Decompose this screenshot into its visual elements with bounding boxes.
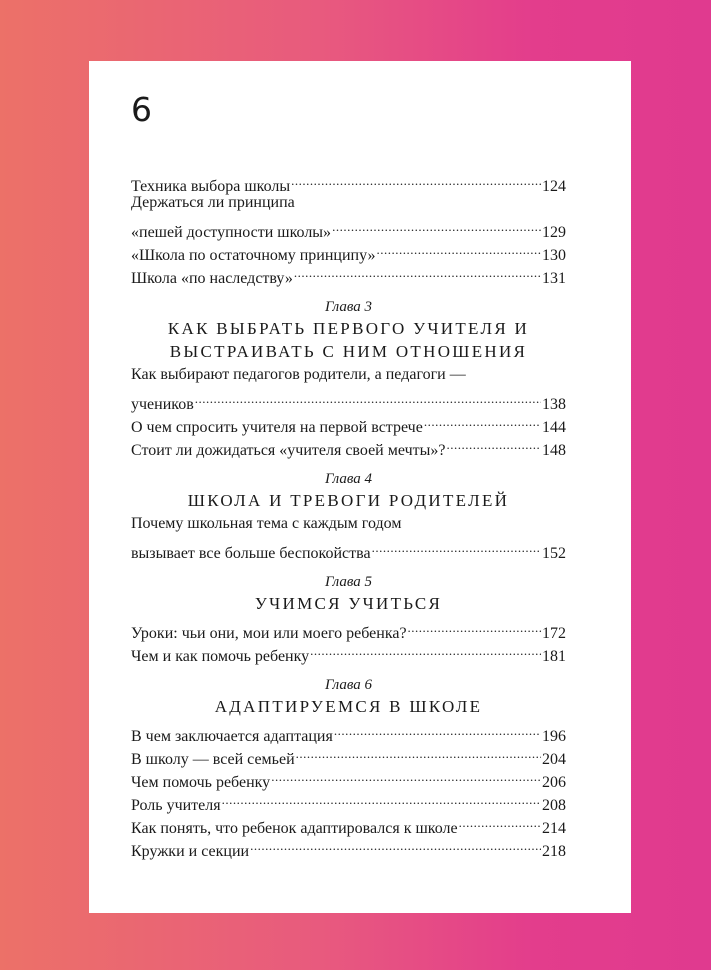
toc-entry bbox=[131, 535, 566, 562]
table-of-contents bbox=[131, 168, 566, 860]
toc-entry bbox=[131, 168, 566, 195]
toc-page-number: 218 bbox=[542, 843, 566, 860]
toc-page-number: 208 bbox=[542, 797, 566, 814]
toc-entry-text: «пешей доступности школы» bbox=[131, 224, 332, 241]
toc-entry-text: учеников bbox=[131, 396, 194, 413]
book-page bbox=[89, 61, 631, 913]
chapter-title: АДАПТИРУЕМСЯ В ШКОЛЕ bbox=[214, 697, 483, 716]
toc-entry-text: Держаться ли принципа bbox=[131, 194, 295, 211]
toc-page-number: 196 bbox=[542, 728, 566, 745]
toc-entry bbox=[131, 409, 566, 436]
chapter-label: Глава 3 bbox=[324, 299, 373, 315]
dot-leader bbox=[250, 833, 541, 856]
toc-entry-text: Почему школьная тема с каждым годом bbox=[131, 515, 402, 532]
toc-entry-text: Кружки и секции bbox=[131, 843, 250, 860]
toc-entry-text: Чем и как помочь ребенку bbox=[131, 648, 310, 665]
dot-leader bbox=[296, 741, 541, 764]
toc-entry bbox=[131, 615, 566, 642]
toc-entry-text: Техника выбора школы bbox=[131, 178, 291, 195]
toc-entry-text: Уроки: чьи они, мои или моего ребенка? bbox=[131, 625, 407, 642]
toc-page-number: 204 bbox=[542, 751, 566, 768]
dot-leader bbox=[408, 615, 541, 638]
dot-leader bbox=[332, 214, 541, 237]
toc-page-number: 138 bbox=[542, 396, 566, 413]
dot-leader bbox=[376, 237, 541, 260]
dot-leader bbox=[222, 787, 541, 810]
chapter-section bbox=[131, 572, 566, 665]
toc-page-number: 181 bbox=[542, 648, 566, 665]
chapter-label: Глава 5 bbox=[324, 574, 373, 590]
toc-entry-text: Школа «по наследству» bbox=[131, 270, 293, 287]
dot-leader bbox=[195, 386, 541, 409]
toc-entry-text: «Школа по остаточному принципу» bbox=[131, 247, 376, 264]
dot-leader bbox=[271, 764, 541, 787]
toc-entry-text: Как понять, что ребенок адаптировался к школе bbox=[131, 820, 458, 837]
dot-leader bbox=[291, 168, 541, 191]
toc-page-number: 148 bbox=[542, 442, 566, 459]
chapter-label: Глава 4 bbox=[324, 471, 373, 487]
dot-leader bbox=[294, 260, 541, 283]
toc-entry-text: В чем заключается адаптация bbox=[131, 728, 333, 745]
chapter-title: ВЫСТРАИВАТЬ С НИМ ОТНОШЕНИЯ bbox=[169, 342, 528, 361]
chapter-title: ШКОЛА И ТРЕВОГИ РОДИТЕЛЕЙ bbox=[187, 491, 510, 510]
toc-page-number: 124 bbox=[542, 178, 566, 195]
toc-page-number: 130 bbox=[542, 247, 566, 264]
dot-leader bbox=[310, 638, 541, 661]
toc-entry-text: Стоит ли дожидаться «учителя своей мечты»? bbox=[131, 442, 446, 459]
toc-entry-line bbox=[131, 512, 566, 535]
dot-leader bbox=[424, 409, 541, 432]
toc-page-number: 129 bbox=[542, 224, 566, 241]
chapter-section bbox=[131, 675, 566, 860]
toc-entry-text: вызывает все больше беспокойства bbox=[131, 545, 371, 562]
toc-entry bbox=[131, 718, 566, 745]
toc-entry bbox=[131, 386, 566, 413]
toc-page-number: 144 bbox=[542, 419, 566, 436]
toc-entry-text: О чем спросить учителя на первой встрече bbox=[131, 419, 423, 436]
chapter-title: УЧИМСЯ УЧИТЬСЯ bbox=[254, 594, 443, 613]
dot-leader bbox=[459, 810, 541, 833]
toc-entry bbox=[131, 214, 566, 241]
chapter-title: КАК ВЫБРАТЬ ПЕРВОГО УЧИТЕЛЯ И bbox=[167, 319, 530, 338]
toc-entry-line bbox=[131, 191, 566, 214]
toc-page-number: 152 bbox=[542, 545, 566, 562]
toc-page-number: 172 bbox=[542, 625, 566, 642]
page-number: 6 bbox=[131, 90, 152, 129]
chapter-section bbox=[131, 469, 566, 562]
chapter-section bbox=[131, 297, 566, 459]
toc-page-number: 206 bbox=[542, 774, 566, 791]
toc-entry-text: Как выбирают педагогов родители, а педагоги — bbox=[131, 366, 466, 383]
toc-entry-line bbox=[131, 363, 566, 386]
toc-entry-text: Чем помочь ребенку bbox=[131, 774, 271, 791]
toc-page-number: 214 bbox=[542, 820, 566, 837]
toc-page-number: 131 bbox=[542, 270, 566, 287]
chapter-label: Глава 6 bbox=[324, 677, 373, 693]
dot-leader bbox=[446, 432, 541, 455]
toc-entry-text: В школу — всей семьей bbox=[131, 751, 295, 768]
dot-leader bbox=[334, 718, 541, 741]
dot-leader bbox=[372, 535, 541, 558]
toc-entry-text: Роль учителя bbox=[131, 797, 221, 814]
